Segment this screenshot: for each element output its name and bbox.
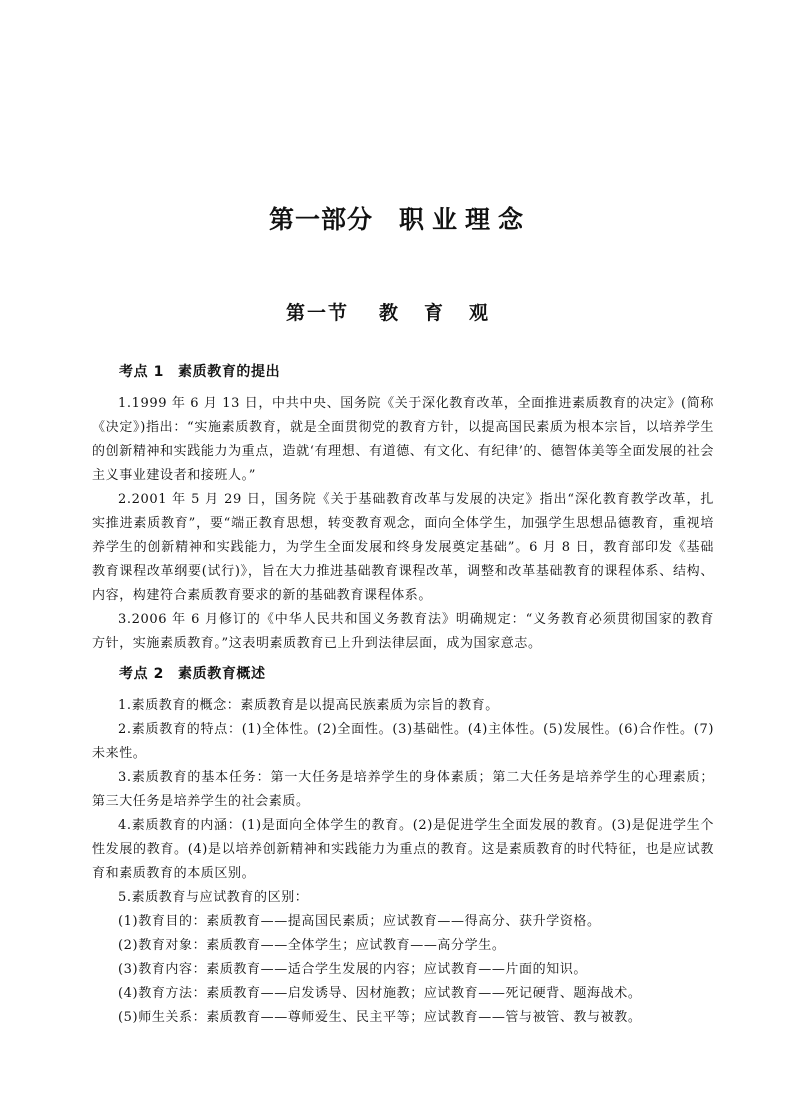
- topic-1-title: 素质教育的提出: [178, 364, 281, 380]
- topic-2-label: 考点 2: [119, 666, 165, 682]
- topic-1-heading: [119, 360, 714, 384]
- topic-2-title: 素质教育概述: [178, 666, 266, 682]
- topic-2-list-item-4: (4)教育方法：素质教育——启发诱导、因材施教；应试教育——死记硬背、题海战术。: [118, 986, 642, 1001]
- topic-2-paragraph-1: 1.素质教育的概念：素质教育是以提高民族素质为宗旨的教育。: [118, 698, 499, 713]
- topic-2-heading: [119, 662, 714, 686]
- part-title-prefix: 第一部分: [268, 205, 373, 234]
- topic-2-list-item-1: (1)教育目的：素质教育——提高国民素质；应试教育——得高分、获升学资格。: [118, 914, 601, 929]
- section-title-prefix: 第一节: [285, 302, 349, 324]
- topic-2-paragraph-5: 5.素质教育与应试教育的区别：: [118, 890, 309, 905]
- topic-1-paragraph-2: 2.2001 年 5 月 29 日，国务院《关于基础教育改革与发展的决定》指出“深化教育教学改革，扎实推进素质教育”，要“端正教育思想，转变教育观念，面向全体学生，加强学生思想品德教育，重视培养学生的创新精神和实践能力，为学生全面发展和终身发展奠定基础”。6 月 8 日，教育部印发《基础教育课程改革纲要(试行)》，旨在大力推进基础教育课程改革，调整和改革基础教育的课程体系、结构、内容，构建符合素质教育要求的新的基础教育课程体系。: [92, 492, 714, 603]
- topic-1-paragraph-1: 1.1999 年 6 月 13 日，中共中央、国务院《关于深化教育改革，全面推进素质教育的决定》(简称《决定》)指出：“实施素质教育，就是全面贯彻党的教育方针，以提高国民素质为根本宗旨，以培养学生的创新精神和实践能力为重点，造就‘有理想、有道德、有文化、有纪律’的、德智体美等全面发展的社会主义事业建设者和接班人。”: [92, 396, 714, 483]
- part-title: [0, 200, 800, 236]
- topic-2-paragraph-3: 3.素质教育的基本任务：第一大任务是培养学生的身体素质；第二大任务是培养学生的心理素质；第三大任务是培养学生的社会素质。: [92, 770, 714, 809]
- topic-1-label: 考点 1: [119, 364, 165, 380]
- section-title-name: 教育观: [379, 302, 515, 324]
- topic-2-list-item-5: (5)师生关系：素质教育——尊师爱生、民主平等；应试教育——管与被管、教与被教。: [118, 1010, 642, 1025]
- main-content: [92, 360, 714, 1030]
- topic-1-paragraph-3: 3.2006 年 6 月修订的《中华人民共和国义务教育法》明确规定：“义务教育必须贯彻国家的教育方针，实施素质教育。”这表明素质教育已上升到法律层面，成为国家意志。: [92, 612, 714, 651]
- topic-2-paragraph-2: 2.素质教育的特点：(1)全体性。(2)全面性。(3)基础性。(4)主体性。(5)发展性。(6)合作性。(7)未来性。: [92, 722, 714, 761]
- topic-2-list-item-2: (2)教育对象：素质教育——全体学生；应试教育——高分学生。: [118, 938, 506, 953]
- topic-2-paragraph-4: 4.素质教育的内涵：(1)是面向全体学生的教育。(2)是促进学生全面发展的教育。(3)是促进学生个性发展的教育。(4)是以培养创新精神和实践能力为重点的教育。这是素质教育的时代特征，也是应试教育和素质教育的本质区别。: [92, 818, 714, 881]
- section-title: [0, 298, 800, 325]
- part-title-name: 职业理念: [399, 205, 532, 234]
- topic-2-list-item-3: (3)教育内容：素质教育——适合学生发展的内容；应试教育——片面的知识。: [118, 962, 588, 977]
